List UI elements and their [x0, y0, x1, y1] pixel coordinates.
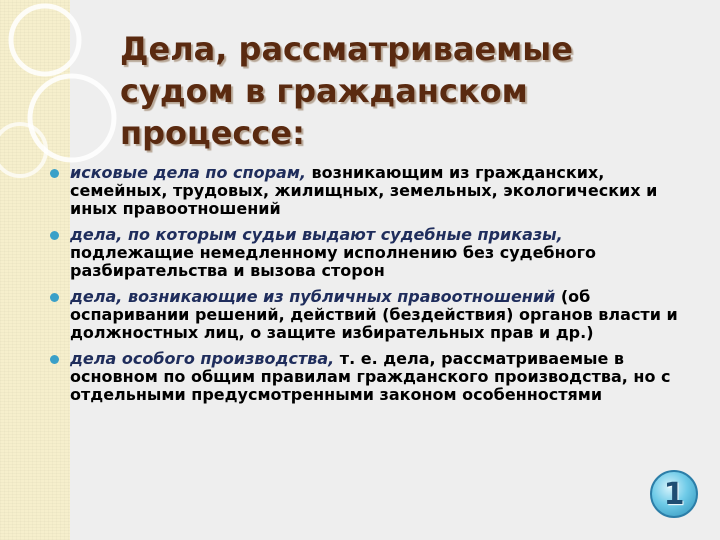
bullet-icon [50, 231, 59, 240]
bullet-list [48, 164, 688, 412]
list-item [48, 164, 688, 218]
slide-title: Дела, рассматриваемые судом в гражданском процессе: [120, 30, 573, 152]
item-text: (об оспаривании решений, действий (бездействия) органов власти и должностных лиц, о защите избирательных прав и др.) [70, 287, 678, 342]
slide-number-badge: 1 [650, 470, 698, 518]
bullet-icon [50, 355, 59, 364]
bullet-icon [50, 169, 59, 178]
item-emphasis: дела, по которым судьи выдают судебные приказы, [70, 225, 563, 244]
bullet-icon [50, 293, 59, 302]
item-emphasis: исковые дела по спорам, [70, 163, 306, 182]
list-item [48, 350, 688, 404]
item-emphasis: дела особого производства, [70, 349, 335, 368]
item-emphasis: дела, возникающие из публичных правоотношений [70, 287, 556, 306]
item-text: т. е. дела, рассматриваемые в основном по общим правилам гражданского производства, но с отдельными предусмотренными законом особенностями [70, 349, 671, 404]
list-item [48, 226, 688, 280]
item-text: возникающим из гражданских, семейных, трудовых, жилищных, земельных, экологических и иных правоотношений [70, 163, 658, 218]
item-text: подлежащие немедленному исполнению без судебного разбирательства и вызова сторон [70, 243, 596, 280]
list-item [48, 288, 688, 342]
